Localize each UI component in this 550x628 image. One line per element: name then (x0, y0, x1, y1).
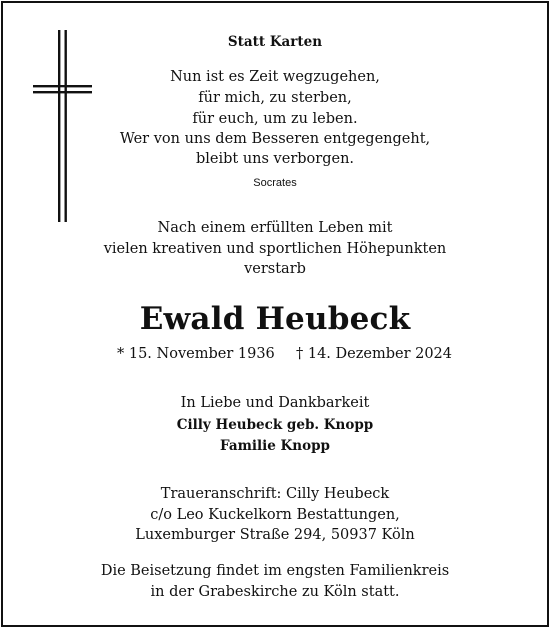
intro-line: verstarb (244, 261, 306, 277)
header-title: Statt Karten (227, 34, 323, 50)
address-line: Traueranschrift: Cilly Heubeck (160, 486, 390, 502)
poem-author: Socrates (253, 177, 297, 189)
intro-line: vielen kreativen und sportlichen Höhepunkten (103, 241, 447, 257)
mourner-name: Cilly Heubeck geb. Knopp (176, 417, 374, 433)
mourners-intro: In Liebe und Dankbarkeit (180, 395, 370, 411)
poem-line: Wer von uns dem Besseren entgegengeht, (119, 131, 431, 147)
death-date: † 14. Dezember 2024 (296, 346, 453, 362)
birth-date: * 15. November 1936 (117, 346, 275, 362)
address-line: Luxemburger Straße 294, 50937 Köln (135, 527, 415, 543)
funeral-line: Die Beisetzung findet im engsten Familienkreis (100, 563, 450, 579)
poem-line: für euch, um zu leben. (192, 111, 358, 127)
address-line: c/o Leo Kuckelkorn Bestattungen, (150, 507, 400, 523)
intro-line: Nach einem erfüllten Leben mit (157, 220, 393, 236)
poem-line: bleibt uns verborgen. (195, 151, 355, 167)
deceased-name: Ewald Heubeck (139, 301, 411, 337)
poem-line: Nun ist es Zeit wegzugehen, (170, 69, 380, 85)
mourner-name: Familie Knopp (220, 438, 330, 454)
funeral-line: in der Grabeskirche zu Köln statt. (150, 584, 400, 600)
poem-line: für mich, zu sterben, (198, 90, 352, 106)
